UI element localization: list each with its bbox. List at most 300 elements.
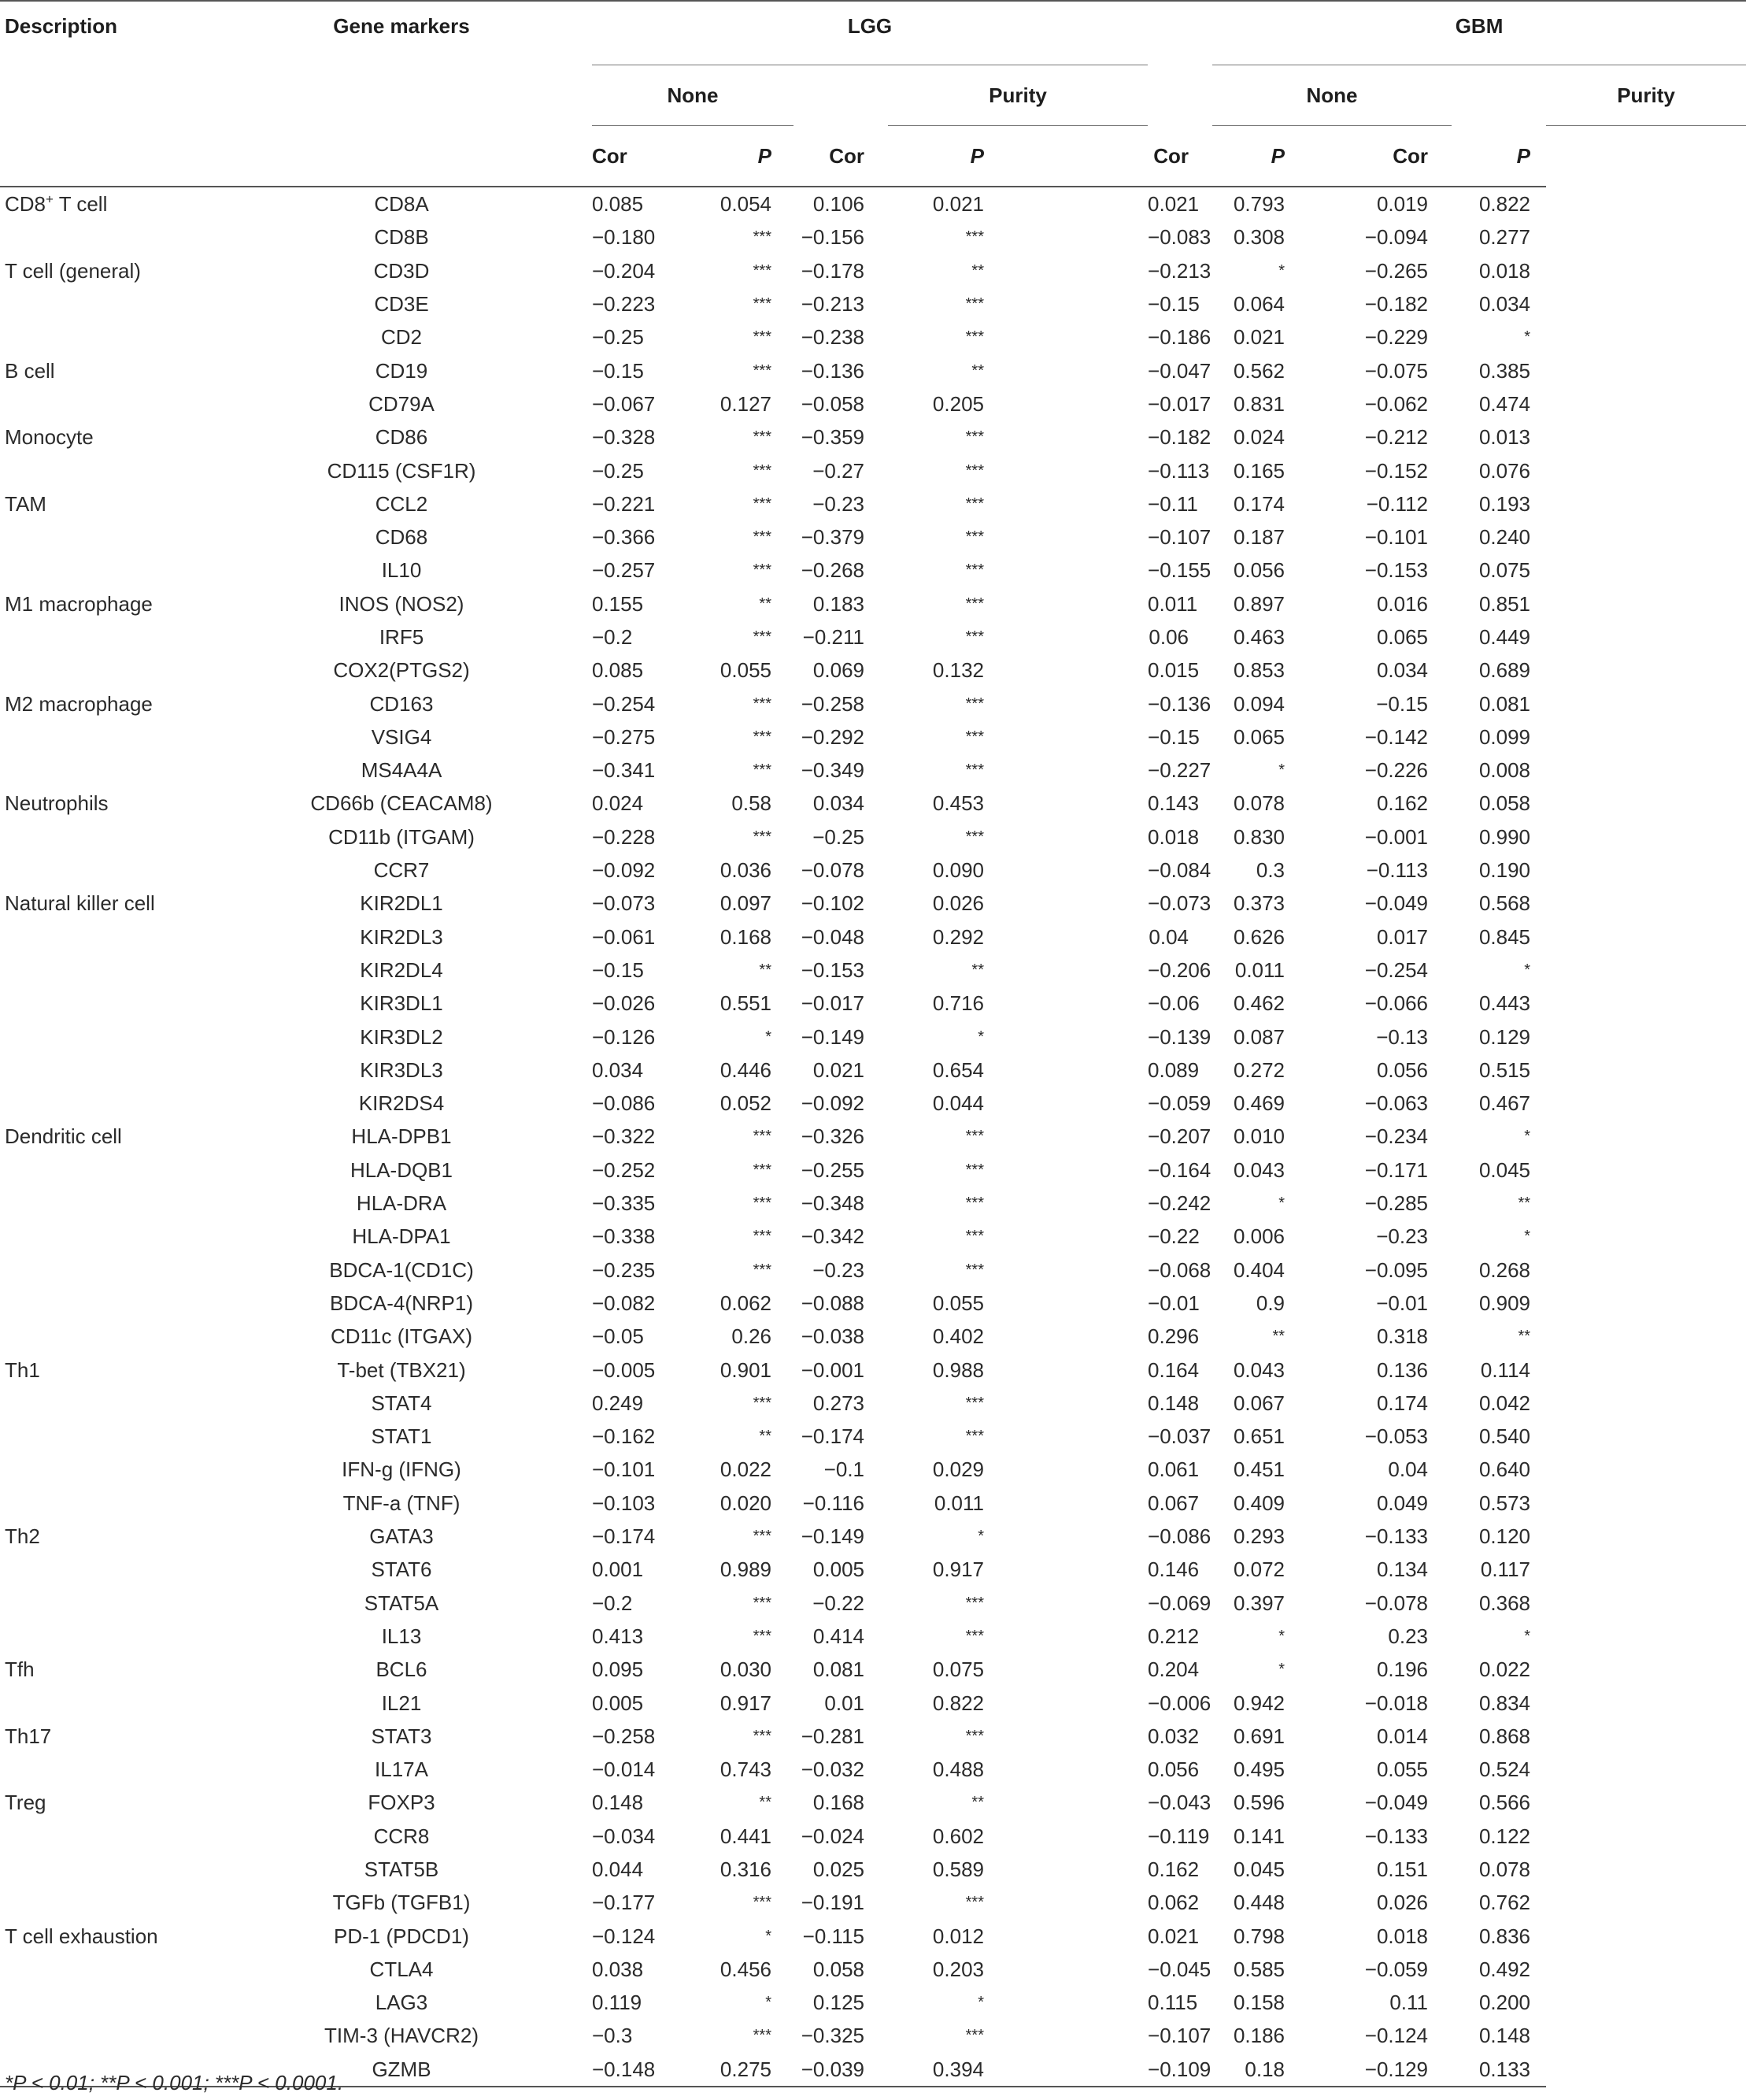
cell-lgg-purity-p: ***: [965, 561, 984, 580]
cell-spacer: [527, 220, 592, 254]
cell-gbm-purity-cor: −0.129: [1307, 2053, 1452, 2087]
cell-lgg-purity-cor: −0.191: [801, 1891, 864, 1915]
cell-spacer: [1006, 1820, 1148, 1853]
cell-lgg-purity-p: 0.021: [932, 192, 984, 217]
table-row: [0, 620, 1746, 654]
cell-lgg-none-cor: −0.335: [592, 1191, 656, 1216]
table-row: [0, 1919, 1746, 1952]
cell-spacer: [1006, 487, 1148, 520]
table-row: [0, 520, 1746, 554]
cell-gbm-purity-cor: 0.04: [1388, 1457, 1429, 1482]
cell-lgg-purity-p: 0.029: [932, 1457, 984, 1482]
cell-gbm-none-cor: 0.296: [1148, 1324, 1200, 1349]
cell-gbm-none-cor: 0.04: [1149, 924, 1189, 949]
table-row: [0, 720, 1746, 754]
cell-lgg-purity-p: 0.716: [932, 991, 984, 1016]
cell-gene-marker: CD19: [375, 358, 428, 383]
cell-lgg-none-p: ***: [753, 261, 771, 280]
cell-lgg-purity-cor: −0.255: [801, 1157, 864, 1182]
cell-gene-marker: KIR2DL4: [360, 957, 443, 982]
cell-spacer: [1006, 1953, 1148, 1986]
cell-gbm-none-p: *: [1278, 1661, 1285, 1679]
cell-description: [0, 1586, 228, 1619]
table-row: [0, 1586, 1746, 1619]
cell-lgg-none-p: ***: [753, 361, 771, 380]
cell-description: [0, 1054, 228, 1087]
cell-gbm-purity-cor: −0.018: [1364, 1691, 1429, 1715]
cell-lgg-none-p: ***: [753, 328, 771, 346]
cell-description: [0, 1387, 228, 1420]
cell-gbm-none-p: 0.397: [1233, 1591, 1285, 1615]
table-row: [0, 820, 1746, 854]
cell-lgg-none-cor: −0.092: [592, 858, 656, 883]
cell-gbm-purity-cor: 0.034: [1376, 658, 1429, 683]
header-gbm: GBM: [1212, 1, 1746, 65]
cell-lgg-none-p: 0.097: [719, 891, 771, 916]
cell-lgg-none-cor: −0.15: [592, 358, 644, 383]
cell-lgg-none-cor: −0.061: [592, 924, 656, 949]
cell-gbm-purity-p: 0.822: [1478, 192, 1531, 217]
cell-gbm-none-p: 0.830: [1233, 824, 1285, 849]
cell-gbm-none-p: 0.087: [1233, 1024, 1285, 1049]
cell-gene-marker: BCL6: [375, 1657, 427, 1682]
cell-spacer: [527, 1986, 592, 2019]
cell-lgg-none-cor: −0.341: [592, 758, 656, 783]
table-row: [0, 1653, 1746, 1686]
cell-gene-marker: STAT5A: [364, 1591, 439, 1615]
cell-gbm-none-p: 0.165: [1233, 458, 1285, 483]
table-row: [0, 654, 1746, 687]
cell-gene-marker: PD-1 (PDCD1): [334, 1924, 469, 1948]
cell-lgg-none-cor: −0.2: [592, 625, 633, 649]
cell-gbm-purity-cor: −0.078: [1364, 1591, 1429, 1615]
cell-gene-marker: MS4A4A: [361, 758, 442, 783]
cell-lgg-purity-cor: −0.326: [801, 1124, 864, 1149]
cell-lgg-purity-cor: −0.348: [801, 1191, 864, 1216]
cell-spacer: [527, 354, 592, 387]
cell-gene-marker: HLA-DQB1: [350, 1157, 453, 1182]
table-row: [0, 1120, 1746, 1153]
cell-spacer: [1006, 854, 1148, 887]
cell-description: [0, 1886, 228, 1919]
cell-gbm-none-cor: 0.162: [1148, 1857, 1200, 1881]
cell-lgg-purity-cor: 0.021: [812, 1057, 864, 1082]
cell-spacer: [527, 1187, 592, 1220]
cell-gbm-none-p: *: [1278, 261, 1285, 280]
table-row: [0, 1820, 1746, 1853]
cell-gbm-none-cor: −0.155: [1148, 558, 1211, 583]
cell-lgg-purity-p: 0.132: [932, 658, 984, 683]
cell-spacer: [527, 1154, 592, 1187]
cell-gbm-purity-cor: 0.017: [1376, 924, 1429, 949]
cell-gbm-none-p: 0.006: [1233, 1224, 1285, 1249]
cell-description: [0, 1254, 228, 1287]
cell-lgg-purity-cor: 0.273: [812, 1391, 864, 1415]
cell-lgg-purity-cor: 0.125: [812, 1991, 864, 2015]
cell-gbm-purity-cor: 0.055: [1376, 1757, 1429, 1782]
cell-gbm-none-p: 0.056: [1233, 558, 1285, 583]
cell-lgg-purity-p: ***: [965, 728, 984, 746]
cell-lgg-purity-p: **: [971, 361, 984, 380]
cell-gene-marker: KIR3DL3: [360, 1057, 443, 1082]
cell-lgg-none-p: ***: [753, 761, 771, 780]
cell-lgg-none-cor: −0.014: [592, 1757, 656, 1782]
cell-description: Tfh: [5, 1657, 35, 1682]
header-gbm-none-p: P: [1212, 126, 1307, 187]
cell-lgg-purity-p: ***: [965, 761, 984, 780]
cell-lgg-none-p: 0.446: [719, 1057, 771, 1082]
cell-lgg-purity-p: ***: [965, 1727, 984, 1745]
cell-gbm-none-p: 0.272: [1233, 1057, 1285, 1082]
cell-gbm-none-cor: 0.067: [1148, 1491, 1200, 1515]
cell-spacer: [527, 554, 592, 587]
cell-gbm-purity-p: 0.689: [1478, 658, 1531, 683]
cell-spacer: [527, 1753, 592, 1786]
cell-description: [0, 1420, 228, 1453]
cell-gbm-purity-cor: 0.23: [1388, 1624, 1429, 1648]
cell-gbm-none-p: 0.094: [1233, 691, 1285, 716]
cell-gbm-none-p: 0.451: [1233, 1457, 1285, 1482]
cell-gene-marker: KIR2DL1: [360, 891, 443, 916]
cell-lgg-purity-cor: −0.258: [801, 691, 864, 716]
cell-gene-marker: CD66b (CEACAM8): [310, 791, 493, 816]
cell-lgg-none-p: 0.054: [719, 192, 771, 217]
cell-spacer: [1006, 1853, 1148, 1886]
cell-description: Th17: [5, 1724, 52, 1748]
cell-lgg-purity-p: ***: [965, 295, 984, 313]
cell-gbm-purity-cor: 0.151: [1376, 1857, 1429, 1881]
table-row: [0, 1853, 1746, 1886]
cell-gene-marker: STAT3: [371, 1724, 432, 1748]
table-row: [0, 1553, 1746, 1586]
header-lgg-purity-cor: Cor: [793, 126, 888, 187]
cell-description: [0, 1087, 228, 1120]
cell-lgg-none-p: ***: [753, 1528, 771, 1546]
cell-lgg-none-cor: −0.228: [592, 824, 656, 849]
cell-description: Natural killer cell: [5, 891, 155, 916]
table-row: [0, 454, 1746, 487]
cell-gbm-none-cor: 0.164: [1148, 1357, 1200, 1382]
cell-spacer: [1006, 920, 1148, 954]
cell-spacer: [1006, 1986, 1148, 2019]
cell-gene-marker: LAG3: [375, 1991, 428, 2015]
cell-gbm-none-cor: −0.113: [1148, 458, 1210, 483]
table-row: [0, 920, 1746, 954]
cell-lgg-none-cor: 0.085: [592, 658, 644, 683]
cell-gene-marker: HLA-DPB1: [351, 1124, 452, 1149]
cell-gene-marker: STAT4: [371, 1391, 432, 1415]
cell-lgg-purity-p: ***: [965, 694, 984, 713]
cell-lgg-none-p: 0.26: [731, 1324, 771, 1349]
table-row: [0, 220, 1746, 254]
cell-description: [0, 1553, 228, 1586]
cell-gbm-none-p: 0.463: [1233, 625, 1285, 649]
cell-lgg-purity-p: *: [978, 1528, 984, 1546]
cell-gbm-none-cor: −0.107: [1148, 525, 1211, 550]
header-gbm-none-cor: Cor: [1148, 126, 1212, 187]
cell-lgg-purity-p: ***: [965, 428, 984, 446]
cell-spacer: [527, 387, 592, 420]
cell-lgg-none-cor: −0.103: [592, 1491, 656, 1515]
cell-gbm-none-cor: −0.086: [1148, 1524, 1211, 1549]
cell-lgg-none-p: ***: [753, 1161, 771, 1179]
cell-lgg-none-cor: −0.223: [592, 292, 656, 317]
cell-lgg-none-p: 0.036: [719, 858, 771, 883]
cell-description: [0, 220, 228, 254]
cell-gene-marker: HLA-DPA1: [352, 1224, 451, 1249]
cell-gbm-none-p: 0.404: [1233, 1257, 1285, 1282]
table-row: [0, 487, 1746, 520]
cell-lgg-none-p: 0.901: [719, 1357, 771, 1382]
cell-spacer: [527, 620, 592, 654]
cell-gene-marker: CCL2: [375, 491, 428, 516]
cell-lgg-purity-p: ***: [965, 628, 984, 646]
cell-lgg-purity-p: 0.917: [932, 1557, 984, 1582]
cell-spacer: [1006, 2019, 1148, 2052]
cell-gbm-purity-p: 0.075: [1478, 558, 1531, 583]
cell-lgg-none-cor: −0.2: [592, 1591, 633, 1615]
cell-spacer: [527, 1120, 592, 1153]
cell-spacer: [1006, 1653, 1148, 1686]
cell-gbm-none-p: 0.072: [1233, 1557, 1285, 1582]
cell-lgg-none-p: ***: [753, 1894, 771, 1912]
cell-lgg-none-cor: −0.252: [592, 1157, 656, 1182]
cell-lgg-none-p: ***: [753, 2027, 771, 2045]
cell-description: [0, 1220, 228, 1253]
cell-gbm-none-cor: −0.043: [1148, 1791, 1211, 1815]
cell-lgg-purity-p: 0.602: [932, 1824, 984, 1848]
header-row-groups: [0, 1, 1746, 65]
cell-lgg-none-cor: −0.322: [592, 1124, 656, 1149]
cell-lgg-none-p: ***: [753, 1594, 771, 1612]
cell-gene-marker: GATA3: [369, 1524, 434, 1549]
cell-gbm-purity-cor: −0.152: [1364, 458, 1429, 483]
cell-lgg-none-p: 0.275: [649, 2053, 793, 2087]
cell-lgg-purity-cor: −0.213: [801, 292, 864, 317]
cell-lgg-purity-cor: −0.178: [801, 258, 864, 283]
cell-description: [0, 754, 228, 787]
cell-lgg-none-cor: 0.001: [592, 1557, 644, 1582]
cell-gene-marker: IL17A: [375, 1757, 428, 1782]
cell-gbm-none-p: 0.078: [1233, 791, 1285, 816]
cell-spacer: [527, 1586, 592, 1619]
cell-gbm-purity-cor: 0.014: [1376, 1724, 1429, 1748]
cell-spacer: [1006, 1187, 1148, 1220]
cell-gene-marker: CD3E: [374, 292, 429, 317]
cell-spacer: [527, 1453, 592, 1486]
cell-lgg-purity-p: 0.026: [932, 891, 984, 916]
cell-gbm-purity-p: 0.034: [1478, 292, 1531, 317]
table-row: [0, 320, 1746, 354]
cell-gene-marker: CD8A: [374, 192, 429, 217]
cell-description: [0, 987, 228, 1020]
cell-description: B cell: [5, 358, 55, 383]
cell-gbm-none-p: 0.186: [1233, 2024, 1285, 2048]
cell-gbm-none-p: 0.373: [1233, 891, 1285, 916]
cell-lgg-purity-cor: −0.27: [812, 458, 864, 483]
cell-description: [0, 954, 228, 987]
cell-gbm-none-cor: 0.018: [1148, 824, 1200, 849]
cell-gbm-purity-p: 0.117: [1480, 1557, 1531, 1582]
cell-lgg-none-p: ***: [753, 1261, 771, 1279]
table-row: [0, 854, 1746, 887]
cell-spacer: [1006, 1287, 1148, 1320]
cell-lgg-none-cor: 0.005: [592, 1691, 644, 1715]
table-footnote: *P < 0.01; **P < 0.001; ***P < 0.0001.: [5, 2071, 344, 2094]
cell-spacer: [1006, 1387, 1148, 1420]
cell-spacer: [1006, 254, 1148, 287]
cell-gbm-none-p: 0.562: [1233, 358, 1285, 383]
cell-lgg-none-cor: −0.067: [592, 391, 656, 416]
header-lgg-purity-p: P: [888, 126, 1006, 187]
header-gbm-purity-p: P: [1452, 126, 1546, 187]
cell-gbm-purity-p: 0.524: [1478, 1757, 1531, 1782]
cell-lgg-purity-p: ***: [965, 1261, 984, 1279]
cell-spacer: [1006, 687, 1148, 720]
cell-lgg-purity-p: 0.654: [932, 1057, 984, 1082]
cell-lgg-none-cor: −0.235: [592, 1257, 656, 1282]
cell-gene-marker: VSIG4: [371, 724, 432, 749]
cell-spacer: [527, 1387, 592, 1420]
cell-spacer: [1006, 1686, 1148, 1719]
cell-spacer: [527, 1420, 592, 1453]
cell-gbm-purity-p: 0.008: [1478, 758, 1531, 783]
cell-gene-marker: CD68: [375, 525, 428, 550]
cell-spacer: [1006, 1753, 1148, 1786]
cell-gbm-none-cor: −0.164: [1148, 1157, 1211, 1182]
cell-gbm-purity-p: **: [1518, 1194, 1531, 1213]
header-lgg: LGG: [592, 1, 1148, 65]
cell-lgg-purity-cor: −0.22: [812, 1591, 864, 1615]
cell-gbm-purity-cor: −0.254: [1364, 957, 1429, 982]
cell-gbm-none-cor: −0.084: [1148, 858, 1211, 883]
cell-spacer: [1006, 220, 1148, 254]
cell-gbm-purity-cor: 0.11: [1389, 1991, 1429, 2015]
cell-lgg-none-cor: 0.148: [592, 1791, 644, 1815]
cell-lgg-none-p: 0.743: [719, 1757, 771, 1782]
cell-gene-marker: INOS (NOS2): [338, 591, 464, 616]
cell-spacer: [1006, 887, 1148, 920]
cell-gbm-purity-p: 0.200: [1478, 1991, 1531, 2015]
cell-gbm-none-p: 0.045: [1233, 1857, 1285, 1881]
table-row: [0, 1786, 1746, 1819]
cell-description: [0, 654, 228, 687]
cell-gbm-none-cor: −0.073: [1148, 891, 1211, 916]
cell-lgg-purity-p: 0.292: [932, 924, 984, 949]
cell-gbm-purity-cor: −0.226: [1364, 758, 1429, 783]
cell-spacer: [527, 1953, 592, 1986]
cell-lgg-purity-cor: −0.092: [801, 1091, 864, 1116]
cell-lgg-none-p: 0.020: [719, 1491, 771, 1515]
cell-description: [0, 2019, 228, 2052]
cell-description: M1 macrophage: [5, 591, 153, 616]
cell-gbm-purity-cor: −0.182: [1364, 292, 1429, 317]
cell-gbm-purity-cor: −0.212: [1364, 425, 1429, 450]
cell-lgg-none-p: ***: [753, 428, 771, 446]
cell-lgg-none-p: 0.022: [719, 1457, 771, 1482]
cell-lgg-none-cor: −0.366: [592, 525, 656, 550]
cell-gbm-purity-p: 0.515: [1478, 1057, 1531, 1082]
cell-gbm-none-cor: −0.11: [1148, 491, 1198, 516]
cell-lgg-purity-p: 0.453: [932, 791, 984, 816]
cell-lgg-purity-p: ***: [965, 1594, 984, 1612]
cell-lgg-none-p: 0.456: [719, 1957, 771, 1981]
cell-description: CD8+ T cell: [5, 191, 108, 217]
cell-description: T cell exhaustion: [5, 1924, 158, 1948]
cell-gbm-purity-p: 0.990: [1478, 824, 1531, 849]
cell-lgg-purity-cor: 0.025: [812, 1857, 864, 1881]
cell-lgg-purity-cor: 0.168: [812, 1791, 864, 1815]
cell-gbm-purity-p: 0.492: [1478, 1957, 1531, 1981]
cell-gbm-none-cor: −0.047: [1148, 358, 1211, 383]
cell-gbm-purity-p: 0.081: [1478, 691, 1531, 716]
cell-gbm-purity-cor: −0.15: [1376, 691, 1429, 716]
cell-gene-marker: BDCA-1(CD1C): [329, 1257, 474, 1282]
cell-lgg-none-p: ***: [753, 461, 771, 480]
table-row: [0, 1520, 1746, 1553]
cell-gbm-purity-cor: −0.13: [1376, 1024, 1429, 1049]
table-row: [0, 1487, 1746, 1520]
cell-gbm-purity-p: 0.129: [1478, 1024, 1531, 1049]
cell-lgg-none-cor: −0.257: [592, 558, 656, 583]
cell-spacer: [1006, 2053, 1148, 2087]
cell-gbm-purity-p: 0.909: [1478, 1291, 1531, 1315]
cell-lgg-none-cor: −0.124: [592, 1924, 656, 1948]
cell-lgg-none-p: ***: [753, 1627, 771, 1645]
cell-gbm-none-p: 0.065: [1233, 724, 1285, 749]
cell-lgg-none-p: 0.062: [719, 1291, 771, 1315]
cell-gbm-none-cor: −0.083: [1148, 225, 1211, 250]
cell-spacer: [527, 1720, 592, 1753]
cell-gene-marker: IL13: [381, 1624, 422, 1648]
cell-spacer: [527, 420, 592, 454]
cell-spacer: [527, 787, 592, 820]
cell-spacer: [527, 320, 592, 354]
header-gbm-purity: Purity: [1546, 65, 1746, 126]
table-row: [0, 1453, 1746, 1486]
cell-gbm-purity-p: 0.868: [1478, 1724, 1531, 1748]
cell-gbm-purity-cor: −0.112: [1366, 491, 1429, 516]
cell-gbm-none-cor: −0.045: [1148, 1957, 1211, 1981]
cell-lgg-purity-p: ***: [965, 1194, 984, 1213]
cell-gene-marker: KIR2DS4: [358, 1091, 445, 1116]
cell-gbm-none-p: 0.651: [1233, 1424, 1285, 1449]
cell-lgg-purity-cor: −0.032: [801, 1757, 864, 1782]
cell-gbm-purity-cor: −0.095: [1364, 1257, 1429, 1282]
cell-lgg-purity-p: ***: [965, 228, 984, 246]
cell-gene-marker: BDCA-4(NRP1): [329, 1291, 474, 1315]
cell-lgg-none-cor: −0.15: [592, 957, 644, 982]
cell-spacer: [527, 1254, 592, 1287]
cell-gbm-purity-p: 0.385: [1478, 358, 1531, 383]
cell-gbm-purity-p: 0.013: [1478, 425, 1531, 450]
cell-spacer: [1006, 587, 1148, 620]
cell-lgg-purity-p: ***: [965, 1894, 984, 1912]
cell-gbm-purity-p: 0.078: [1478, 1857, 1531, 1881]
cell-spacer: [1006, 287, 1148, 320]
cell-spacer: [527, 1353, 592, 1386]
cell-spacer: [527, 520, 592, 554]
cell-gbm-purity-cor: −0.229: [1364, 325, 1429, 350]
cell-spacer: [527, 1786, 592, 1819]
cell-spacer: [527, 1620, 592, 1653]
cell-gbm-purity-p: 0.836: [1478, 1924, 1531, 1948]
cell-gene-marker: CD2: [380, 325, 422, 350]
cell-lgg-purity-cor: −0.048: [801, 924, 864, 949]
cell-gbm-none-p: 0.011: [1234, 957, 1285, 982]
cell-gbm-purity-cor: −0.066: [1364, 991, 1429, 1016]
cell-lgg-none-cor: 0.095: [592, 1657, 644, 1682]
